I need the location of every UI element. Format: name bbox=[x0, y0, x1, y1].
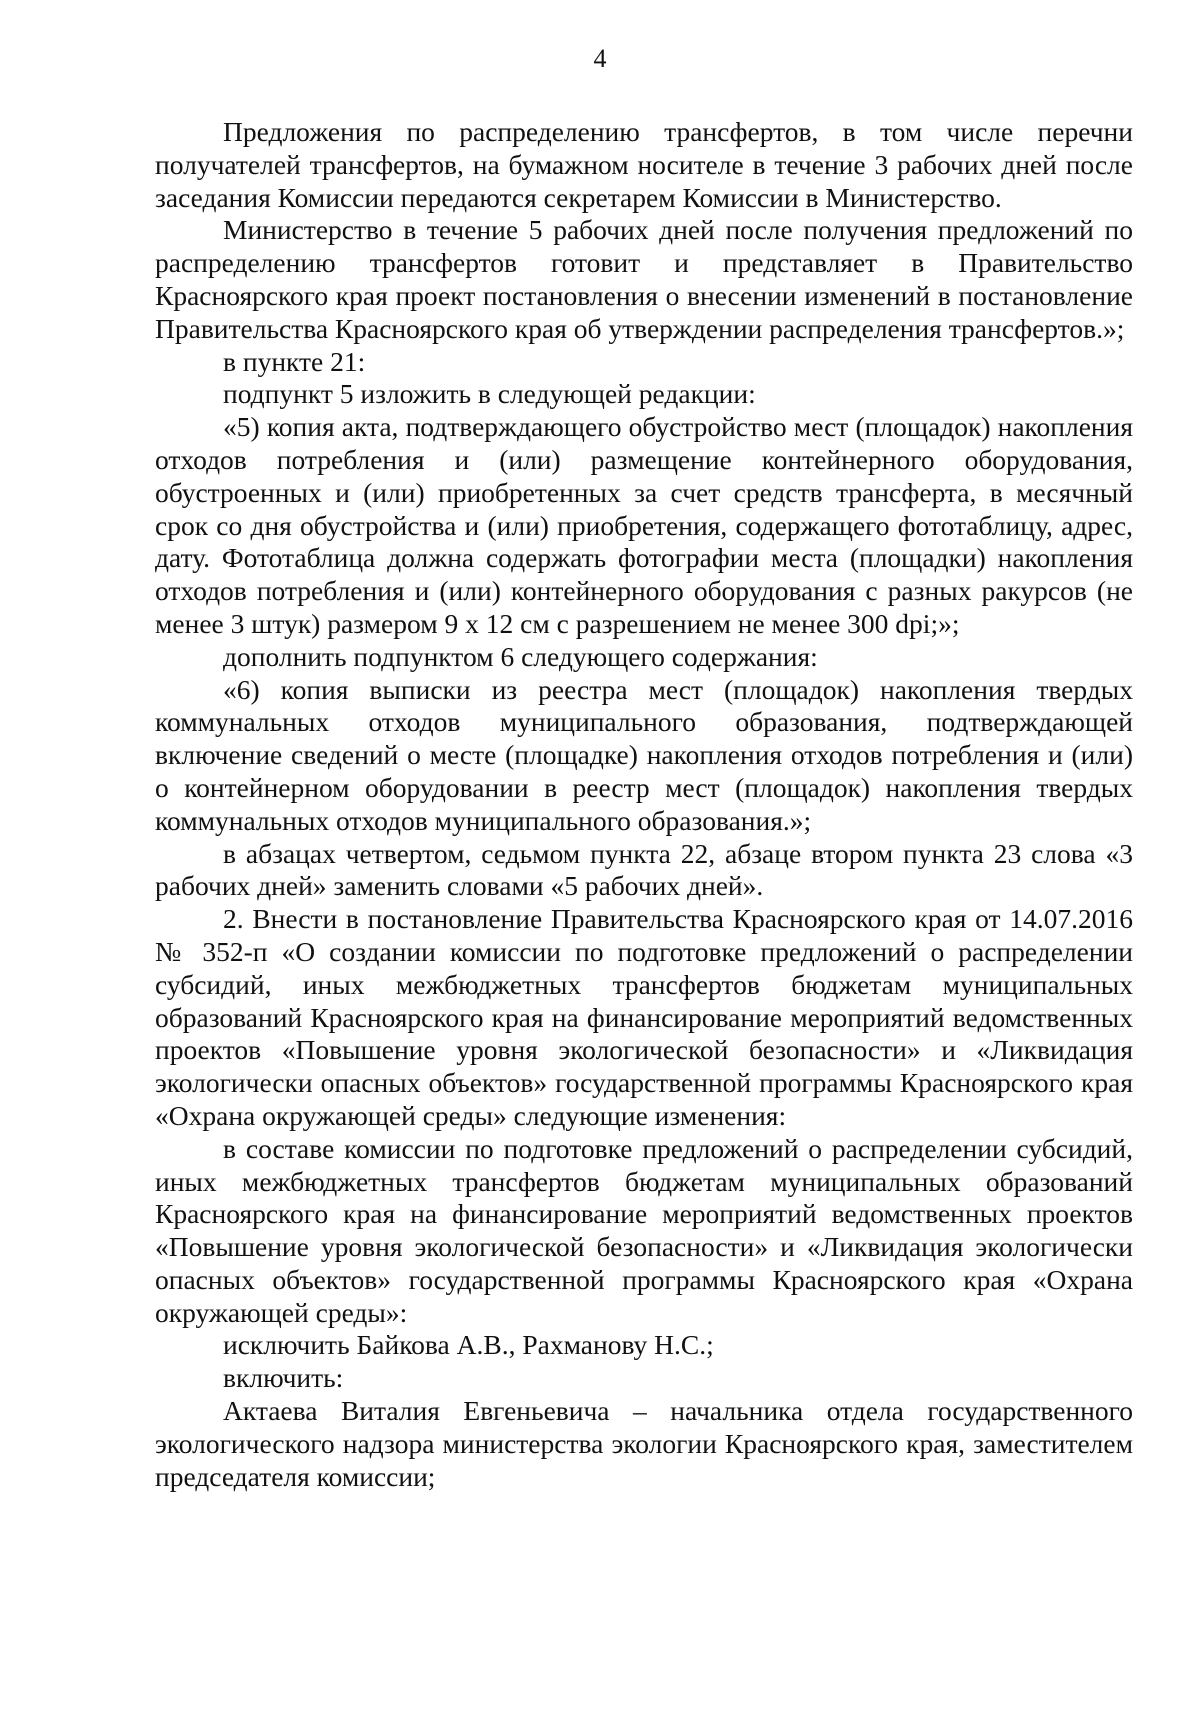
page-number: 4 bbox=[593, 44, 607, 73]
paragraph-include: включить: bbox=[223, 1362, 344, 1394]
paragraph-subclause-5-intro: подпункт 5 изложить в следующей редакции: bbox=[223, 378, 756, 410]
document-body bbox=[155, 116, 1133, 1493]
paragraph-ministry-draft: Министерство в течение 5 рабочих дней после получения предложений по распределению трансфертов готовит и представляет в Правительство Красноярского края проект постановления о внесении изменений в постановление Правительства Красноярского края об утверждении распределения трансфертов.»; bbox=[155, 214, 1133, 344]
paragraph-item-2: 2. Внести в постановление Правительства Красноярского края от 14.07.2016 № 352-п «О создании комиссии по подготовке предложений о распределении субсидий, иных межбюджетных трансфертов бюджетам муниципальных образований Красноярского края на финансирование мероприятий ведомственных проектов «Повышение уровня экологической безопасности» и «Ликвидация экологически опасных объектов» государственной программы Красноярского края «Охрана окружающей среды» следующие изменения: bbox=[155, 903, 1133, 1131]
paragraph-subclause-6-intro: дополнить подпунктом 6 следующего содержания: bbox=[223, 640, 818, 672]
paragraph-aktaev: Актаева Виталия Евгеньевича – начальника отдела государственного экологического надзора министерства экологии Красноярского края, заместителем председателя комиссии; bbox=[155, 1395, 1133, 1492]
paragraph-proposals-transfer: Предложения по распределению трансфертов, в том числе перечни получателей трансфертов, на бумажном носителе в течение 3 рабочих дней после заседания Комиссии передаются секретарем Комиссии в Министерство. bbox=[155, 116, 1133, 213]
paragraph-subclause-5-text: «5) копия акта, подтверждающего обустройство мест (площадок) накопления отходов потребления и (или) размещение контейнерного оборудования, обустроенных и (или) приобретенных за счет средств трансферта, в месячный срок со дня обустройства и (или) приобретения, содержащего фототаблицу, адрес, дату. Фототаблица должна содержать фотографии места (площадки) накопления отходов потребления и (или) контейнерного оборудования с разных ракурсов (не менее 3 штук) размером 9 х 12 см с разрешением не менее 300 dpi;»; bbox=[155, 411, 1133, 639]
paragraph-exclude: исключить Байкова А.В., Рахманову Н.С.; bbox=[223, 1329, 714, 1361]
paragraph-subclause-6-text: «6) копия выписки из реестра мест (площадок) накопления твердых коммунальных отходов муниципального образования, подтверждающей включение сведений о месте (площадке) накопления отходов потребления и (или) о контейнерном оборудовании в реестр мест (площадок) накопления твердых коммунальных отходов муниципального образования.»; bbox=[155, 673, 1133, 836]
paragraph-clauses-22-23: в абзацах четвертом, седьмом пункта 22, абзаце втором пункта 23 слова «3 рабочих дней» заменить словами «5 рабочих дней». bbox=[155, 837, 1133, 902]
paragraph-commission-composition: в составе комиссии по подготовке предложений о распределении субсидий, иных межбюджетных трансфертов бюджетам муниципальных образований Красноярского края на финансирование мероприятий ведомственных проектов «Повышение уровня экологической безопасности» и «Ликвидация экологически опасных объектов» государственной программы Красноярского края «Охрана окружающей среды»: bbox=[155, 1132, 1133, 1328]
paragraph-clause-21: в пункте 21: bbox=[223, 345, 366, 377]
